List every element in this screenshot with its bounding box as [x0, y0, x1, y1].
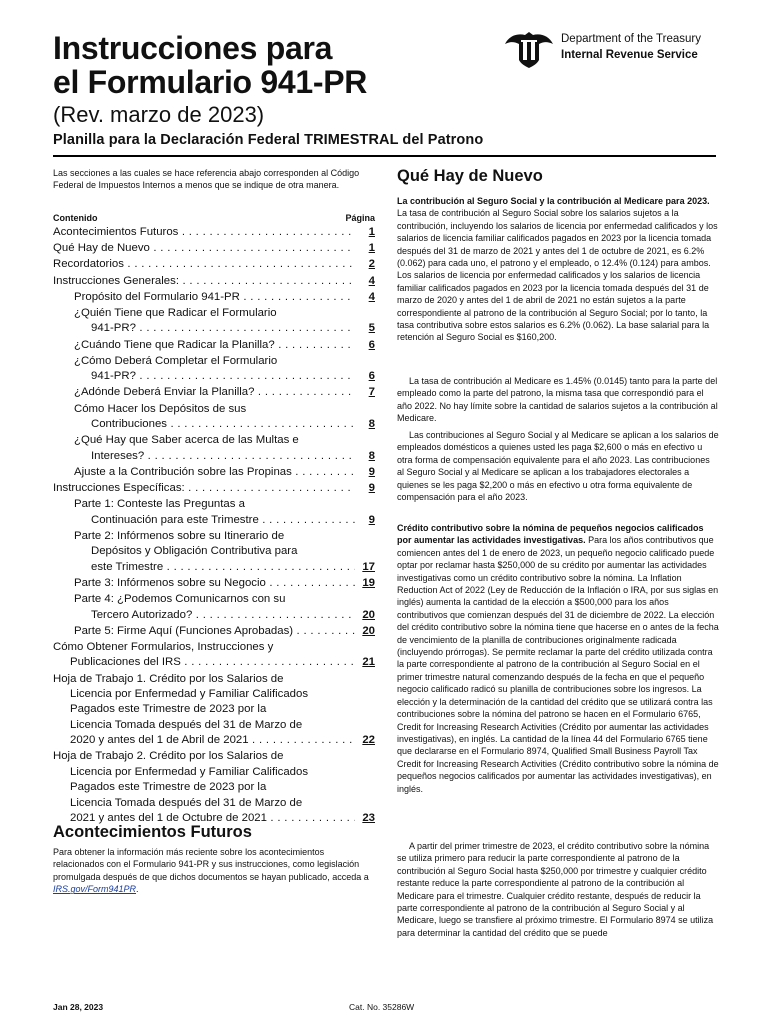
toc-entry-line: Instrucciones Específicas: . . .	[53, 481, 355, 496]
toc-entry-line: Parte 3: Infórmenos sobre su Negocio . . .	[74, 576, 355, 591]
toc-entry[interactable]	[53, 402, 375, 433]
toc-entry-line: 941-PR? . . .	[74, 369, 355, 384]
toc-entry-page[interactable]: 19	[362, 576, 375, 589]
toc-entry-line: 2020 y antes del 1 de Abril de 2021 . . .	[53, 733, 355, 748]
agency-department: Department of the Treasury	[561, 33, 701, 45]
toc-entry-title	[74, 465, 355, 480]
toc-entry-title	[74, 433, 355, 464]
paragraph-household-election-workers: Las contribuciones al Seguro Social y al Medicare se aplican a los salarios de empleados domésticos a quienes usted les paga $2,600 o más en efectivo u otra forma de compensación equivalente para el año 2023. Las contribuciones al Seguro Social y al Medicare se aplican a los trabajadores electorales a quienes se les paga $2,200 o más en efectivo u otra forma equivalente de compensación para el año 2023.	[397, 430, 719, 503]
toc-entry-page[interactable]: 9	[368, 513, 375, 526]
toc-entry[interactable]	[53, 624, 375, 639]
toc-entry-line: Hoja de Trabajo 1. Crédito por los Salarios de	[53, 672, 284, 685]
paragraph-ss-medicare-2023	[397, 195, 719, 344]
toc-entry-page[interactable]: 8	[368, 449, 375, 462]
toc-entry[interactable]	[53, 225, 375, 240]
toc-entry-title	[74, 624, 355, 639]
toc-entry-page[interactable]: 6	[368, 338, 375, 351]
toc-entry-line: Parte 2: Infórmenos sobre su Itinerario de	[74, 529, 285, 542]
toc-entry-page[interactable]: 8	[368, 418, 375, 431]
toc-entry-line: Parte 4: ¿Podemos Comunicarnos con su	[74, 593, 286, 606]
toc-entry-line: ¿Qué Hay que Saber acerca de las Multas e	[74, 434, 299, 447]
toc-entry-page[interactable]: 4	[368, 290, 375, 303]
toc-entry-page[interactable]: 9	[368, 465, 375, 478]
toc-entry-page[interactable]: 4	[368, 274, 375, 287]
toc-entry-page[interactable]: 23	[362, 811, 375, 824]
toc-entry-line: Licencia por Enfermedad y Familiar Calificados	[70, 765, 309, 778]
toc-entry-line: Cómo Obtener Formularios, Instrucciones y	[53, 640, 274, 653]
title-line-2: el Formulario 941-PR	[53, 64, 368, 100]
toc-entry[interactable]	[53, 338, 375, 353]
toc-entry-page[interactable]: 5	[368, 322, 375, 335]
toc-entry-title	[74, 592, 355, 623]
toc-entry-line: Publicaciones del IRS . . .	[53, 655, 355, 670]
toc-entry-title	[53, 481, 355, 496]
toc-entry-page[interactable]: 2	[368, 258, 375, 271]
toc-entry[interactable]	[53, 433, 375, 464]
title-line-1: Instrucciones para	[53, 30, 333, 66]
section-heading-acontecimientos: Acontecimientos Futuros	[53, 823, 252, 841]
toc-entry-line: Pagados este Trimestre de 2023 por la	[70, 781, 267, 794]
toc-entry-title	[53, 672, 355, 749]
document-title	[53, 31, 493, 99]
toc-entry-line: Intereses? . . .	[74, 449, 355, 464]
irs-form941pr-link[interactable]: IRS.gov/Form941PR	[53, 884, 137, 895]
toc-entry[interactable]	[53, 257, 375, 272]
intro-note: Las secciones a las cuales se hace referencia abajo corresponden al Código Federal de Impuestos Internos a menos que se indique de otra manera.	[53, 168, 360, 191]
toc-entry-title	[53, 257, 355, 272]
toc-entry-line: Continuación para este Trimestre . . .	[74, 513, 355, 528]
toc-entry-line: Propósito del Formulario 941-PR . . .	[74, 290, 355, 305]
toc-entry-line: Contribuciones . . .	[74, 417, 355, 432]
toc-entry-line: Parte 5: Firme Aquí (Funciones Aprobadas) . . .	[74, 624, 355, 639]
footer-date: Jan 28, 2023	[53, 1002, 104, 1012]
paragraph-research-credit	[397, 522, 719, 795]
header-divider	[53, 155, 716, 157]
toc-entry-title	[53, 241, 355, 256]
toc-entry[interactable]	[53, 274, 375, 289]
toc-entry-line: Qué Hay de Nuevo . . .	[53, 241, 355, 256]
acontecimientos-end: .	[136, 884, 139, 895]
acontecimientos-body	[53, 846, 373, 896]
paragraph-body: Para los años contributivos que comiencen antes del 1 de enero de 2023, un pequeño negocio calificado puede optar por reclamar hasta $250,000 de su crédito por aumentar las actividades investigativas como un crédito contributivo sobre la nómina. La Inflation Reduction Act of 2022 (Ley de Reducción de la Inflación o IRA, por sus siglas en inglés) aumenta la cantidad de la elección a $500,000 para los años contributivos que comienzan después del 31 de diciembre de 2022. La elección del crédito contributivo sobre la nómina tiene que hacerse en o antes de la fecha de vencimiento de la planilla de contribuciones originalmente radicada (incluyendo prórrogas). Se permite reclamar la parte del crédito utilizada contra la parte correspondiente al patrono de la contribución al Seguro Social en el primer trimestre natural comenzando después de la fecha en que el pequeño negocio calificado radicó su planilla de contribuciones sobre los ingresos. La elección y la determinación de la cantidad del crédito que se utilizará contra las contribuciones sobre la nómina del patrono se hacen en el Formulario 6765, Credit for Increasing Research Activities (Crédito por aumentar las actividades investigativas), en inglés. La cantidad de la línea 44 del Formulario 6765 tiene que declararse en el Formulario 8974, Qualified Small Business Payroll Tax Credit for Increasing Research Activities (Crédito contributivo sobre la nómina de pequeños negocios calificados por aumentar las actividades investigativas), en inglés.	[397, 535, 719, 794]
toc-entry-line: 2021 y antes del 1 de Octubre de 2021 . . .	[53, 811, 355, 826]
toc-entry[interactable]	[53, 576, 375, 591]
toc-entry-line: Parte 1: Conteste las Preguntas a	[74, 498, 245, 511]
toc-entry-line: ¿Cuándo Tiene que Radicar la Planilla? . . .	[74, 338, 355, 353]
form-subtitle: Planilla para la Declaración Federal TRIMESTRAL del Patrono	[53, 132, 484, 148]
toc-entry-page[interactable]: 1	[368, 226, 375, 238]
toc-entry-page[interactable]: 20	[362, 624, 375, 637]
toc-entry-line: Ajuste a la Contribución sobre las Propinas . . .	[74, 465, 355, 480]
toc-entry-line: Licencia Tomada después del 31 de Marzo de	[70, 796, 303, 809]
toc-entry-title	[53, 749, 355, 826]
toc-entry-page[interactable]: 7	[368, 386, 375, 399]
toc-entry-title	[74, 354, 355, 385]
paragraph-payroll-credit-2023: A partir del primer trimestre de 2023, el crédito contributivo sobre la nómina se utiliza primero para reducir la parte correspondiente al patrono de la contribución al Seguro Social hasta $250,000 por trimestre y cualquier crédito restante reduce la parte correspondiente al patrono de la contribución al Medicare para el trimestre. Cualquier crédito restante, después de reducir la parte correspondiente al patrono de la contribución al Seguro Social y al Medicare, luego se transfiere al próximo trimestre. El Formulario 8974 se utiliza para determinar la cantidad del crédito que se puede	[397, 841, 714, 938]
paragraph-lead: Crédito contributivo sobre la nómina de pequeños negocios calificados por aumentar las actividades investigativas.	[397, 523, 704, 546]
toc-entry[interactable]	[53, 306, 375, 337]
toc-entry[interactable]	[53, 640, 375, 671]
toc-entry-title	[74, 338, 355, 353]
toc-entry-title	[53, 274, 355, 289]
toc-entry-title	[74, 497, 355, 528]
toc-header-contents: Contenido	[53, 213, 98, 223]
section-heading-que-hay-de-nuevo: Qué Hay de Nuevo	[397, 167, 543, 185]
toc-entry-line: Pagados este Trimestre de 2023 por la	[70, 703, 267, 716]
toc-entry[interactable]	[53, 290, 375, 305]
toc-entry[interactable]	[53, 241, 375, 256]
toc-entry-page[interactable]: 22	[362, 734, 375, 747]
toc-entry-line: ¿Adónde Deberá Enviar la Planilla? . . .	[74, 385, 355, 400]
toc-entry-title	[74, 576, 355, 591]
toc-entry-page[interactable]: 9	[368, 482, 375, 495]
toc-entry-page[interactable]: 1	[368, 242, 375, 255]
toc-entries	[53, 225, 375, 826]
toc-entry-line: 941-PR? . . .	[74, 321, 355, 336]
toc-entry[interactable]	[53, 749, 375, 826]
toc-entry-line: Cómo Hacer los Depósitos de sus	[74, 402, 247, 415]
toc-entry[interactable]	[53, 592, 375, 623]
toc-entry[interactable]	[53, 385, 375, 400]
toc-entry-line: Instrucciones Generales: . . .	[53, 274, 355, 289]
toc-entry-line: Tercero Autorizado? . . .	[74, 608, 355, 623]
toc-entry-page[interactable]: 6	[368, 370, 375, 383]
toc-header-page: Página	[345, 213, 375, 223]
toc-entry-line: ¿Cómo Deberá Completar el Formulario	[74, 354, 278, 367]
toc-entry-title	[53, 640, 355, 671]
agency-name	[561, 31, 701, 63]
toc-entry[interactable]	[53, 481, 375, 496]
paragraph-medicare-rate: La tasa de contribución al Medicare es 1.45% (0.0145) tanto para la parte del empleado como la parte del patrono, la misma tasa que correspondió para el año 2022. No hay límite sobre la cantidad de salarios sujetos a la contribución al Medicare.	[397, 376, 718, 424]
irs-eagle-logo-icon	[503, 30, 555, 70]
toc-entry-title	[74, 385, 355, 400]
toc-entry-line: Acontecimientos Futuros . . .	[53, 225, 355, 240]
toc-header	[53, 212, 375, 225]
toc-entry[interactable]	[53, 672, 375, 749]
toc-entry[interactable]	[53, 465, 375, 480]
toc-entry-line: Recordatorios . . .	[53, 257, 355, 272]
toc-entry-line: ¿Quién Tiene que Radicar el Formulario	[74, 307, 277, 320]
toc-entry-title	[74, 529, 355, 575]
paragraph-body: La tasa de contribución al Seguro Social sobre los salarios sujetos a la contribución, incluyendo los salarios de licencia por enfermedad calificados y los salarios de licencia familiar calificados pagados en 2023 por la licencia tomada después del 31 de marzo de 2021 y antes del 1 de octubre de 2021, es 6.2% (0.062) para cada uno, el patrono y el empleado, o 12.4% (0.124) para ambos. Los salarios de licencia por enfermedad calificados y los salarios de licencia familiar calificados pagados en 2023 por la licencia tomada después del 31 de marzo de 2020 y antes del 1 de abril de 2021 no están sujetos a la parte correspondiente al patrono de la contribución al Seguro Social; por lo tanto, la tasa contributiva sobre estos salarios es 6.2% (0.062). La base salarial para la retención al Seguro Social es $160,200.	[397, 208, 718, 343]
agency-irs: Internal Revenue Service	[561, 49, 698, 61]
toc-entry[interactable]	[53, 529, 375, 575]
acontecimientos-text: Para obtener la información más reciente sobre los acontecimientos relacionados con el Formulario 941-PR y sus instrucciones, como legislación promulgada después de que dichos documentos se hayan publicado, acceda a	[53, 847, 369, 882]
toc-entry-title	[74, 402, 355, 433]
revision-date: (Rev. marzo de 2023)	[53, 102, 265, 127]
toc-entry-page[interactable]: 17	[362, 560, 375, 573]
toc-entry-title	[74, 290, 355, 305]
toc-entry-line: Hoja de Trabajo 2. Crédito por los Salarios de	[53, 750, 284, 763]
toc-entry[interactable]	[53, 354, 375, 385]
paragraph-lead: La contribución al Seguro Social y la contribución al Medicare para 2023.	[397, 196, 710, 206]
toc-entry-line: este Trimestre . . .	[74, 560, 355, 575]
toc-entry-title	[74, 306, 355, 337]
footer-catalog-number: Cat. No. 35286W	[349, 1002, 415, 1012]
toc-entry-title	[53, 225, 355, 240]
toc-entry-line: Depósitos y Obligación Contributiva para	[91, 545, 298, 558]
toc-entry[interactable]	[53, 497, 375, 528]
toc-entry-page[interactable]: 20	[362, 608, 375, 621]
toc-entry-line: Licencia Tomada después del 31 de Marzo de	[70, 718, 303, 731]
toc-entry-line: Licencia por Enfermedad y Familiar Calificados	[70, 687, 309, 700]
toc-entry-page[interactable]: 21	[362, 656, 375, 669]
table-of-contents	[53, 212, 375, 827]
